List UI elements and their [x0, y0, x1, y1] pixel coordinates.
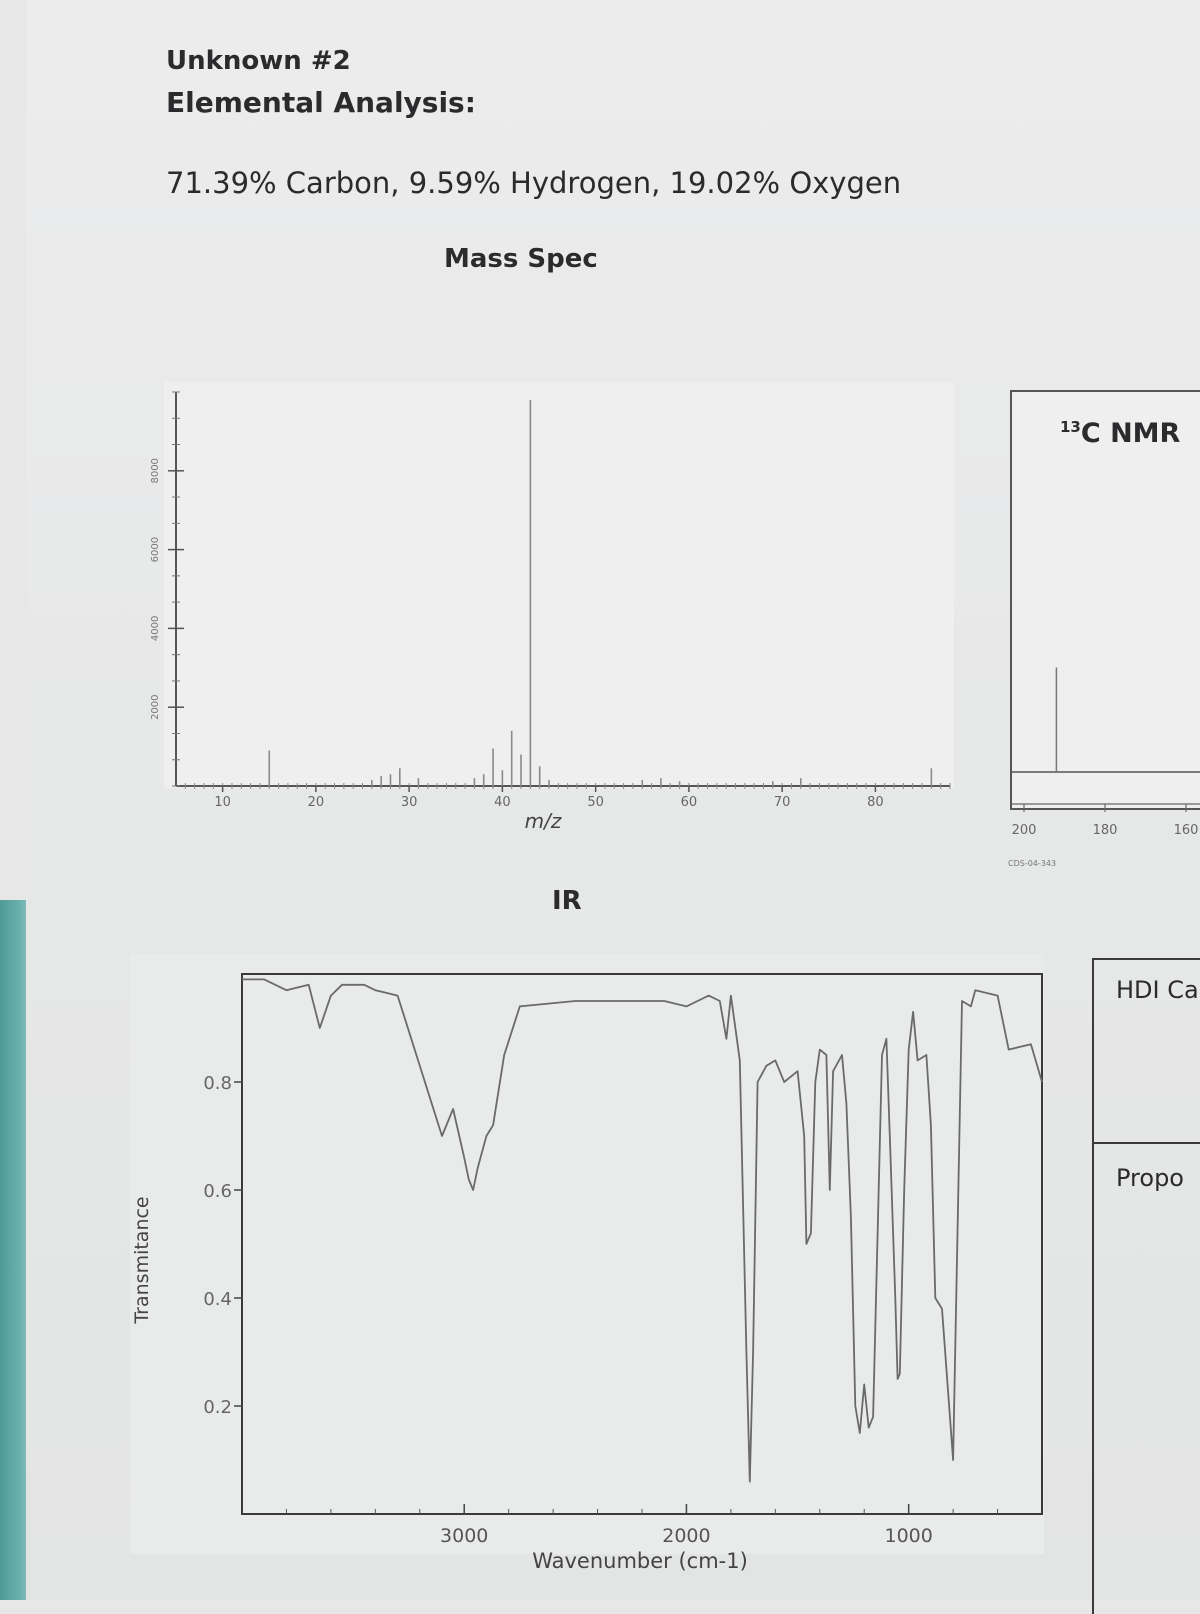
ir-x-tick-label: 3000: [440, 1525, 489, 1547]
ir-y-tick-label: 0.4: [203, 1289, 232, 1310]
ms-x-tick-label: 20: [307, 795, 325, 810]
ir-y-tick-label: 0.2: [203, 1397, 232, 1418]
elemental-composition: 71.39% Carbon, 9.59% Hydrogen, 19.02% Oxygen: [166, 166, 902, 200]
ms-x-tick-label: 50: [587, 795, 604, 810]
ms-x-axis-label: m/z: [524, 809, 562, 833]
ir-y-axis-label: Transmitance: [131, 1196, 153, 1324]
nmr-x-tick-label: 160: [1173, 823, 1199, 838]
nmr-title-isotope: 13: [1060, 418, 1081, 436]
ir-x-axis-label: Wavenumber (cm-1): [532, 1549, 748, 1573]
ms-x-tick-label: 60: [680, 795, 698, 810]
ir-plot-frame: [242, 974, 1042, 1514]
nmr-spectrum-code: CDS-04-343: [1008, 859, 1057, 868]
nmr-title-text: C NMR: [1080, 418, 1181, 449]
ms-x-tick-label: 10: [214, 795, 231, 810]
ms-x-tick-label: 70: [773, 795, 791, 810]
mass-spec-title: Mass Spec: [444, 244, 598, 274]
nmr-x-tick-label: 200: [1011, 823, 1037, 838]
elemental-analysis-heading: Elemental Analysis:: [166, 86, 476, 119]
hdi-label: HDI Ca: [1116, 976, 1199, 1004]
ir-spectrum-trace: [242, 979, 1042, 1481]
ir-y-tick-label: 0.8: [203, 1073, 232, 1094]
unknown-title: Unknown #2: [166, 46, 351, 76]
ms-y-tick-label: 8000: [150, 458, 161, 484]
ms-x-tick-label: 40: [494, 795, 511, 810]
ir-x-tick-label: 2000: [662, 1525, 711, 1547]
nmr-x-tick-label: 180: [1092, 823, 1118, 838]
ms-x-tick-label: 30: [400, 795, 418, 810]
ms-y-tick-label: 4000: [150, 615, 161, 642]
proposed-label: Propo: [1116, 1164, 1184, 1192]
ir-y-tick-label: 0.6: [203, 1181, 232, 1202]
ms-y-tick-label: 2000: [150, 694, 161, 720]
ir-x-tick-label: 1000: [884, 1525, 933, 1547]
ir-title: IR: [552, 886, 582, 916]
ms-y-tick-label: 6000: [150, 536, 161, 563]
ms-x-tick-label: 80: [867, 795, 884, 810]
